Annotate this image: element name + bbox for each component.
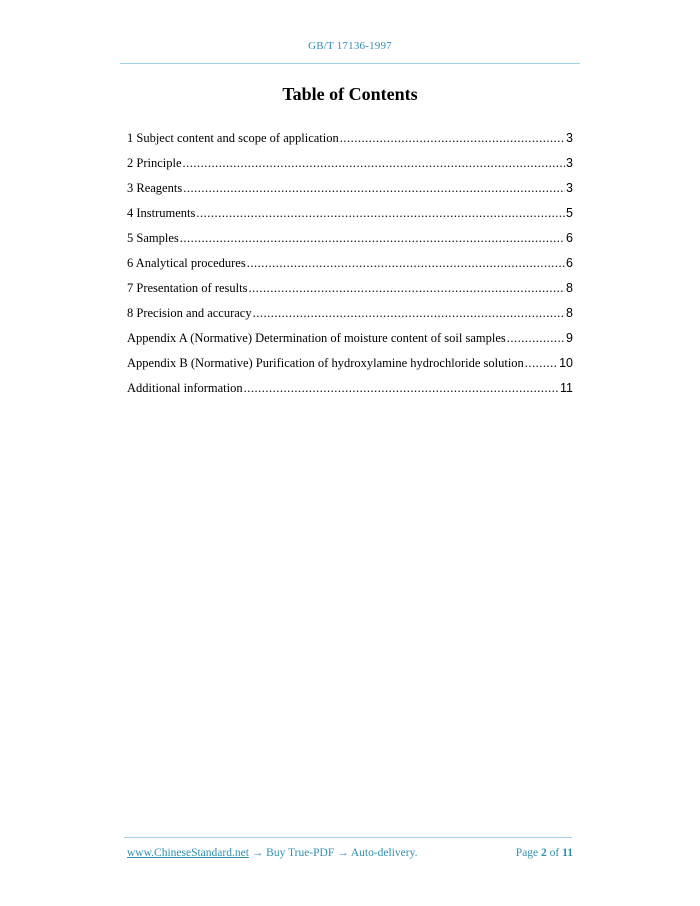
toc-page-number: 11 — [560, 381, 573, 395]
toc-dot-leader — [183, 181, 565, 196]
current-page-number: 2 — [541, 847, 547, 859]
toc-page-number: 10 — [559, 356, 573, 370]
toc-entry[interactable] — [127, 356, 573, 381]
toc-page-number: 5 — [566, 206, 573, 220]
toc-entry[interactable] — [127, 281, 573, 306]
toc-entry-text: 3 Reagents — [127, 181, 183, 195]
page-indicator — [516, 847, 573, 859]
page-footer — [127, 847, 573, 859]
page-label: Page — [515, 847, 539, 859]
page-of-label: of — [549, 847, 560, 859]
toc-list — [127, 131, 573, 406]
toc-entry-text: 2 Principle — [127, 156, 182, 170]
toc-entry-text: Appendix A (Normative) Determination of moisture content of soil samples — [127, 331, 506, 345]
toc-entry-text: 6 Analytical procedures — [127, 256, 246, 270]
page-title: Table of Contents — [282, 84, 418, 104]
toc-dot-leader — [247, 256, 565, 271]
running-header: GB/T 17136-1997 — [308, 40, 392, 52]
toc-dot-leader — [340, 131, 565, 146]
toc-entry[interactable] — [127, 231, 573, 256]
toc-page-number: 8 — [566, 281, 573, 295]
toc-page-number: 9 — [566, 331, 573, 345]
toc-dot-leader — [525, 356, 558, 371]
toc-page-number: 3 — [566, 181, 573, 195]
toc-entry-text: 7 Presentation of results — [127, 281, 248, 295]
toc-entry[interactable] — [127, 306, 573, 331]
toc-dot-leader — [183, 156, 566, 171]
toc-entry[interactable] — [127, 206, 573, 231]
website-link[interactable]: www.ChineseStandard.net — [127, 847, 249, 859]
toc-entry[interactable] — [127, 331, 573, 356]
toc-dot-leader — [248, 281, 565, 296]
toc-dot-leader — [180, 231, 565, 246]
toc-entry[interactable] — [127, 131, 573, 156]
toc-page-number: 6 — [566, 231, 573, 245]
header-divider — [120, 63, 580, 64]
toc-dot-leader — [507, 331, 565, 346]
toc-dot-leader — [244, 381, 559, 396]
footer-promo — [127, 847, 417, 859]
total-page-number: 11 — [562, 847, 573, 859]
toc-page-number: 3 — [566, 131, 573, 145]
toc-entry-text: 5 Samples — [127, 231, 179, 245]
toc-entry[interactable] — [127, 181, 573, 206]
footer-divider — [124, 837, 572, 838]
toc-page-number: 8 — [566, 306, 573, 320]
toc-dot-leader — [253, 306, 565, 321]
toc-entry[interactable] — [127, 256, 573, 281]
toc-page-number: 6 — [566, 256, 573, 270]
toc-page-number: 3 — [566, 156, 573, 170]
toc-entry-text: 8 Precision and accuracy — [127, 306, 252, 320]
toc-entry-text: 1 Subject content and scope of application — [127, 131, 339, 145]
toc-entry[interactable] — [127, 156, 573, 181]
toc-entry-text: Additional information — [127, 381, 243, 395]
footer-promo-text: → Buy True-PDF → Auto-delivery. — [248, 847, 418, 859]
toc-entry-text: Appendix B (Normative) Purification of hydroxylamine hydrochloride solution — [127, 356, 524, 370]
toc-dot-leader — [196, 206, 565, 221]
toc-entry-text: 4 Instruments — [127, 206, 196, 220]
toc-entry[interactable] — [127, 381, 573, 406]
